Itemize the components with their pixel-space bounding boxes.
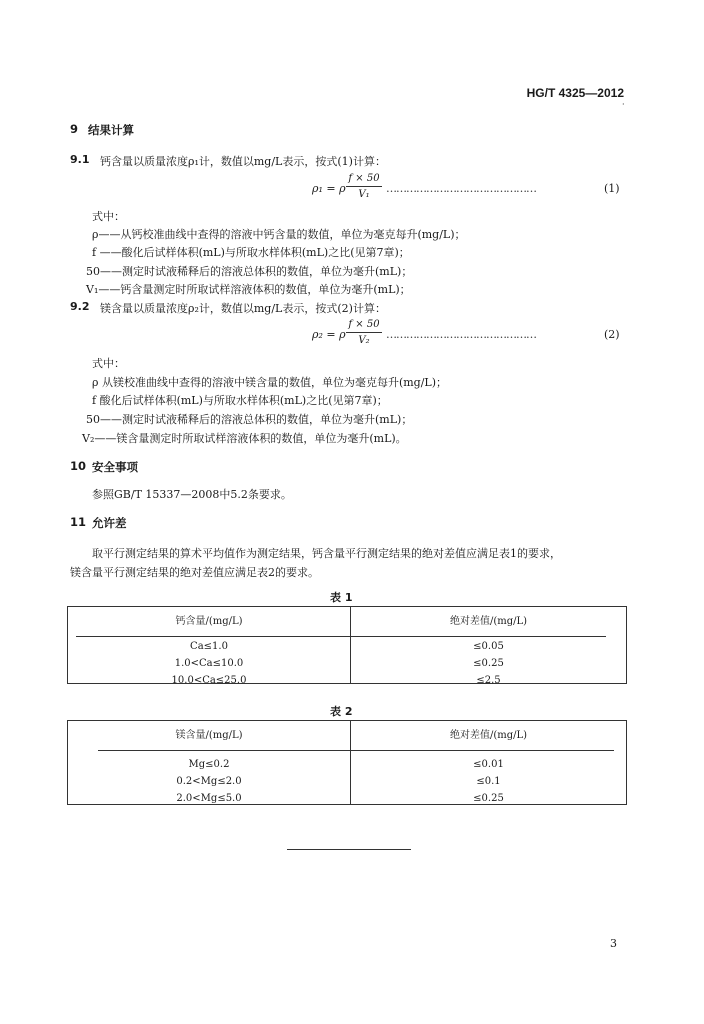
formula-1-fraction-line xyxy=(346,186,382,187)
formula-2-lhs: ρ₂ = ρ xyxy=(312,328,346,341)
section-10-number: 10 xyxy=(70,459,87,473)
formula-2-numerator: f × 50 xyxy=(348,319,380,330)
subsection-9-1-number: 9.1 xyxy=(70,153,90,166)
table-1-header-calcium: 钙含量/(mg/L) xyxy=(175,616,243,627)
section-11-line-2: 镁含量平行测定结果的绝对差值应满足表2的要求。 xyxy=(70,566,319,579)
table-1-col-1 xyxy=(68,612,350,688)
formula-1-lhs: ρ₁ = ρ xyxy=(312,182,346,195)
section-11-number: 11 xyxy=(70,515,87,529)
where-label-2: 式中： xyxy=(92,357,125,370)
section-10-text: 参照GB/T 15337—2008中5.2条要求。 xyxy=(92,488,292,501)
table-2-header-magnesium: 镁含量/(mg/L) xyxy=(175,730,243,741)
table-2-row-2-value: ≤0.1 xyxy=(476,776,501,787)
definition-1-2: f ——酸化后试样体积(mL)与所取水样体积(mL)之比(见第7章)； xyxy=(92,246,410,259)
definition-2-4: V₂——镁含量测定时所取试样溶液体积的数值，单位为毫升(mL)。 xyxy=(82,432,407,445)
page-number: 3 xyxy=(610,937,617,950)
table-1-header-difference: 绝对差值/(mg/L) xyxy=(449,616,528,627)
table-1-row-1-value: ≤0.05 xyxy=(473,641,504,652)
table-2-header-rule-left xyxy=(98,750,350,751)
table-2-row-1-value: ≤0.01 xyxy=(473,759,504,770)
where-label-1: 式中： xyxy=(92,210,125,223)
table-1-row-1-range: Ca≤1.0 xyxy=(190,641,228,652)
table-2-row-1-range: Mg≤0.2 xyxy=(188,759,230,770)
definition-1-3: 50——测定时试液稀释后的溶液总体积的数值，单位为毫升(mL)； xyxy=(86,265,413,278)
table-1-row-2-value: ≤0.25 xyxy=(473,658,504,669)
table-1-row-3-value: ≤2.5 xyxy=(476,675,501,686)
section-9-number: 9 xyxy=(70,122,79,136)
subsection-9-2-number: 9.2 xyxy=(70,300,90,313)
table-2-col-1 xyxy=(68,726,350,809)
definition-2-3: 50——测定时试液稀释后的溶液总体积的数值，单位为毫升(mL)； xyxy=(86,413,413,426)
formula-2-number: (2) xyxy=(604,328,620,341)
definition-2-1: ρ 从镁校准曲线中查得的溶液中镁含量的数值，单位为毫克每升(mg/L)； xyxy=(92,376,448,389)
formula-2-fraction-line xyxy=(346,332,382,333)
formula-1-leader-dots: ……………………………………… xyxy=(386,182,536,195)
standard-code: HG/T 4325—2012 xyxy=(526,86,624,100)
table-2-header-difference: 绝对差值/(mg/L) xyxy=(449,730,528,741)
section-11-title: 允许差 xyxy=(92,516,127,530)
table-1-header-rule-left xyxy=(76,636,350,637)
definition-2-2: f 酸化后试样体积(mL)与所取水样体积(mL)之比(见第7章)； xyxy=(92,394,388,407)
table-1-caption: 表 1 xyxy=(330,591,353,604)
end-rule xyxy=(287,849,411,850)
section-10-title: 安全事项 xyxy=(92,460,138,474)
table-1-row-3-range: 10.0<Ca≤25.0 xyxy=(171,675,247,686)
table-2 xyxy=(67,720,627,805)
formula-2-leader-dots: ……………………………………… xyxy=(386,328,536,341)
table-2-col-2 xyxy=(351,726,626,809)
subsection-9-2-text: 镁含量以质量浓度ρ₂计，数值以mg/L表示，按式(2)计算： xyxy=(100,302,386,315)
subsection-9-1-text: 钙含量以质量浓度ρ₁计，数值以mg/L表示，按式(1)计算： xyxy=(100,155,386,168)
table-2-caption: 表 2 xyxy=(330,705,353,718)
table-1-row-2-range: 1.0<Ca≤10.0 xyxy=(174,658,244,669)
table-2-row-2-range: 0.2<Mg≤2.0 xyxy=(176,776,242,787)
table-2-row-3-value: ≤0.25 xyxy=(473,793,504,804)
table-1 xyxy=(67,606,627,684)
header-mark: · xyxy=(622,100,625,109)
table-1-header-rule-right xyxy=(351,636,606,637)
table-1-col-2 xyxy=(351,612,626,688)
table-2-header-rule-right xyxy=(351,750,614,751)
table-2-row-3-range: 2.0<Mg≤5.0 xyxy=(176,793,242,804)
section-11-line-1: 取平行测定结果的算术平均值作为测定结果，钙含量平行测定结果的绝对差值应满足表1的要求， xyxy=(92,547,561,560)
formula-1-denominator: V₁ xyxy=(358,189,370,200)
formula-1-number: (1) xyxy=(604,182,620,195)
definition-1-4: V₁——钙含量测定时所取试样溶液体积的数值，单位为毫升(mL)； xyxy=(86,283,411,296)
formula-1-numerator: f × 50 xyxy=(348,173,380,184)
section-9-title: 结果计算 xyxy=(88,123,134,137)
formula-2-denominator: V₂ xyxy=(358,335,370,346)
definition-1-1: ρ——从钙校准曲线中查得的溶液中钙含量的数值，单位为毫克每升(mg/L)； xyxy=(92,228,466,241)
